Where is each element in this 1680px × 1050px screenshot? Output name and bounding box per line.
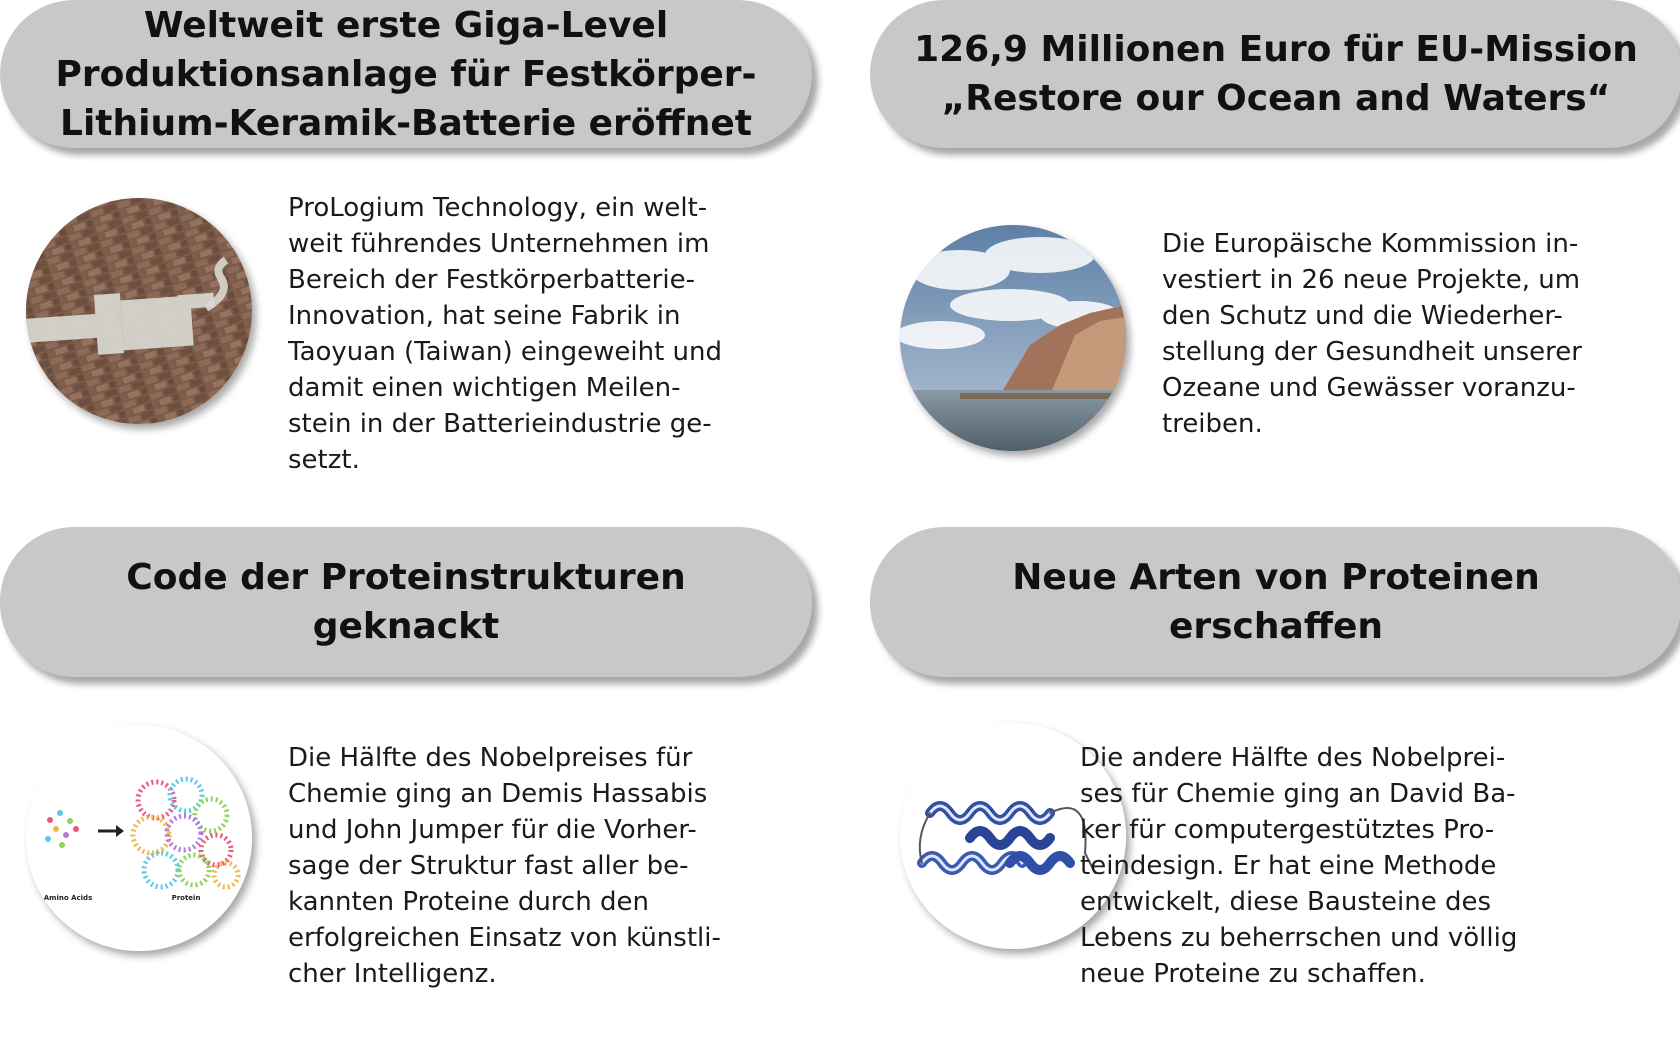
coastal-cliffs-sea-icon [900, 225, 1126, 451]
protein-label: Protein [171, 894, 201, 902]
headline: Code der Proteinstrukturen geknackt [126, 557, 686, 647]
article-text: Die andere Hälfte des Nobelprei- ses für Chemie ging an David Ba- ker für computergestütztes Pro- teindesign. Er hat eine Methode entwickelt, diese Bausteine des Lebens zu beherrschen und völlig neue Proteine zu schaffen. [1080, 743, 1518, 989]
headline: Weltweit erste Giga-Level Produktionsanlage für Festkörper- Lithium-Keramik-Batterie eröffnet [55, 4, 757, 144]
headline-pill [0, 527, 812, 677]
article-text: Die Hälfte des Nobelpreises für Chemie ging an Demis Hassabis und John Jumper für die Vorher- sage der Struktur fast aller be- kannten Proteine durch den erfolgreichen Einsatz von künstli- cher Intelligenz. [288, 743, 721, 989]
headline: 126,9 Millionen Euro für EU-Mission „Restore our Ocean and Waters“ [914, 29, 1638, 119]
headline-pill [870, 0, 1680, 148]
news-panel-ocean [870, 0, 1680, 525]
headline: Neue Arten von Proteinen erschaffen [1012, 557, 1540, 647]
paved-road-ev-charging-icon [26, 198, 252, 424]
headline-pill [870, 527, 1680, 677]
article-text: ProLogium Technology, ein welt- weit führendes Unternehmen im Bereich der Festkörperbatterie- Innovation, hat seine Fabrik in Taoyuan (Taiwan) eingeweiht und damit einen wichtigen Meilen- stein in der Batterieindustrie ge- setzt. [288, 193, 723, 475]
headline-pill [0, 0, 812, 148]
article-text: Die Europäische Kommission in- vestiert in 26 neue Projekte, um den Schutz und die Wiederher- stellung der Gesundheit unserer Ozeane und Gewässer voranzu- treiben. [1162, 229, 1582, 439]
amino-acids-to-protein-icon [26, 725, 252, 951]
amino-acids-label: Amino Acids [43, 894, 93, 902]
news-panel-protein-design [870, 525, 1680, 1050]
news-panel-battery [0, 0, 815, 525]
news-panel-protein-structure [0, 525, 815, 1050]
